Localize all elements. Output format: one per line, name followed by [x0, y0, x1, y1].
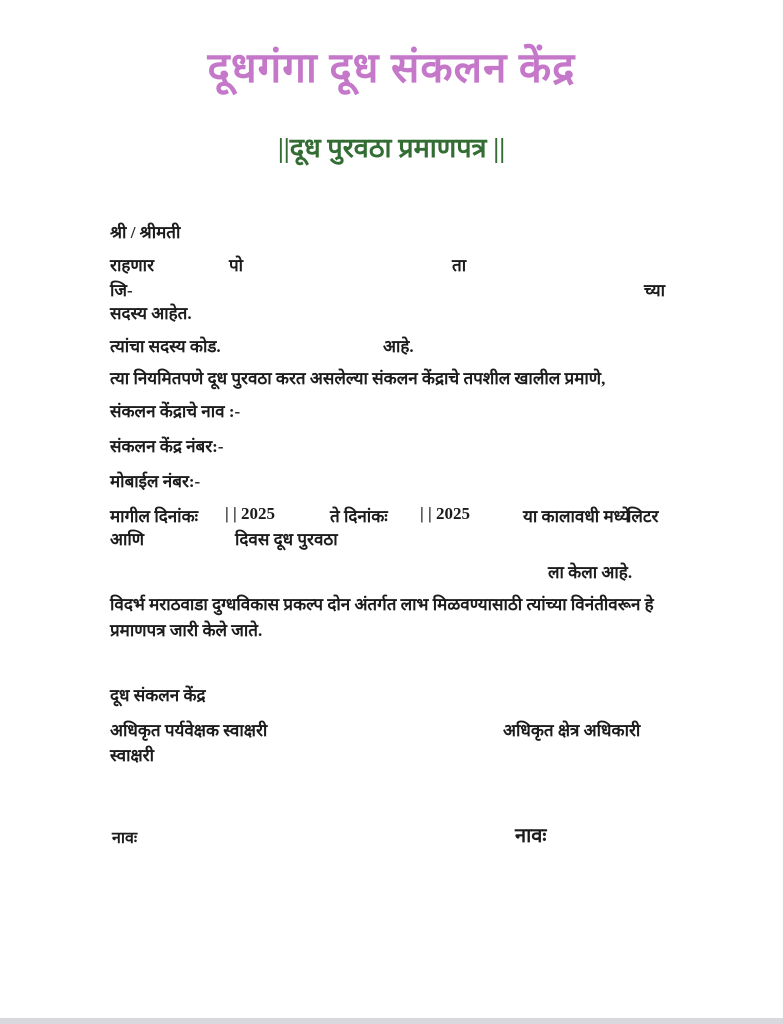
name-label-right: नावः: [515, 825, 547, 847]
salutation-label: श्री / श्रीमती: [110, 223, 181, 242]
done-suffix: ला केला आहे.: [548, 563, 633, 582]
taluka-label: ता: [452, 256, 467, 275]
period-from-label: मागील दिनांकः: [110, 507, 199, 526]
days-supply-label: दिवस दूध पुरवठा: [235, 530, 338, 549]
member-line: सदस्य आहेत.: [110, 304, 192, 323]
supervisor-signature-label: अधिकृत पर्यवेक्षक स्वाक्षरी: [110, 721, 268, 740]
period-suffix: या कालावधी मध्ये: [523, 507, 630, 526]
page-bottom-edge: [0, 1018, 783, 1024]
field-officer-label: अधिकृत क्षेत्र अधिकारी: [503, 721, 641, 740]
signature-label: स्वाक्षरी: [110, 746, 155, 765]
detail-line: त्या नियमितपणे दूध पुरवठा करत असलेल्या संकलन केंद्राचे तपशील खालील प्रमाणे,: [110, 369, 606, 388]
period-from-date-field: | | 2025: [225, 504, 275, 523]
district-label: जि-: [110, 281, 133, 300]
liter-label: लिटर: [627, 507, 659, 526]
is-label: आहे.: [383, 337, 414, 356]
center-number-label: संकलन केंद्र नंबर:-: [110, 437, 224, 456]
resident-label: राहणार: [110, 256, 155, 275]
name-label-left: नावः: [112, 830, 138, 847]
page-title: दूधगंगा दूध संकलन केंद्र: [207, 46, 576, 92]
post-label: पो: [229, 256, 244, 275]
period-to-label: ते दिनांकः: [330, 507, 388, 526]
center-name-label: संकलन केंद्राचे नाव :-: [110, 402, 241, 421]
mobile-number-label: मोबाईल नंबर:-: [110, 472, 201, 491]
member-code-label: त्यांचा सदस्य कोड.: [110, 337, 221, 356]
period-to-date-field: | | 2025: [420, 504, 470, 523]
page-subtitle: ||दूध पुरवठा प्रमाणपत्र ||: [277, 133, 506, 163]
possessive-suffix: च्या: [644, 281, 665, 300]
collection-center-label: दूध संकलन केंद्र: [110, 686, 206, 705]
closing-paragraph: विदर्भ मराठवाडा दुग्धविकास प्रकल्प दोन अंतर्गत लाभ मिळवण्यासाठी त्यांच्या विनंतीवरून हे प्रमाणपत्र जारी केले जाते.: [110, 595, 654, 641]
and-label: आणि: [110, 530, 145, 549]
